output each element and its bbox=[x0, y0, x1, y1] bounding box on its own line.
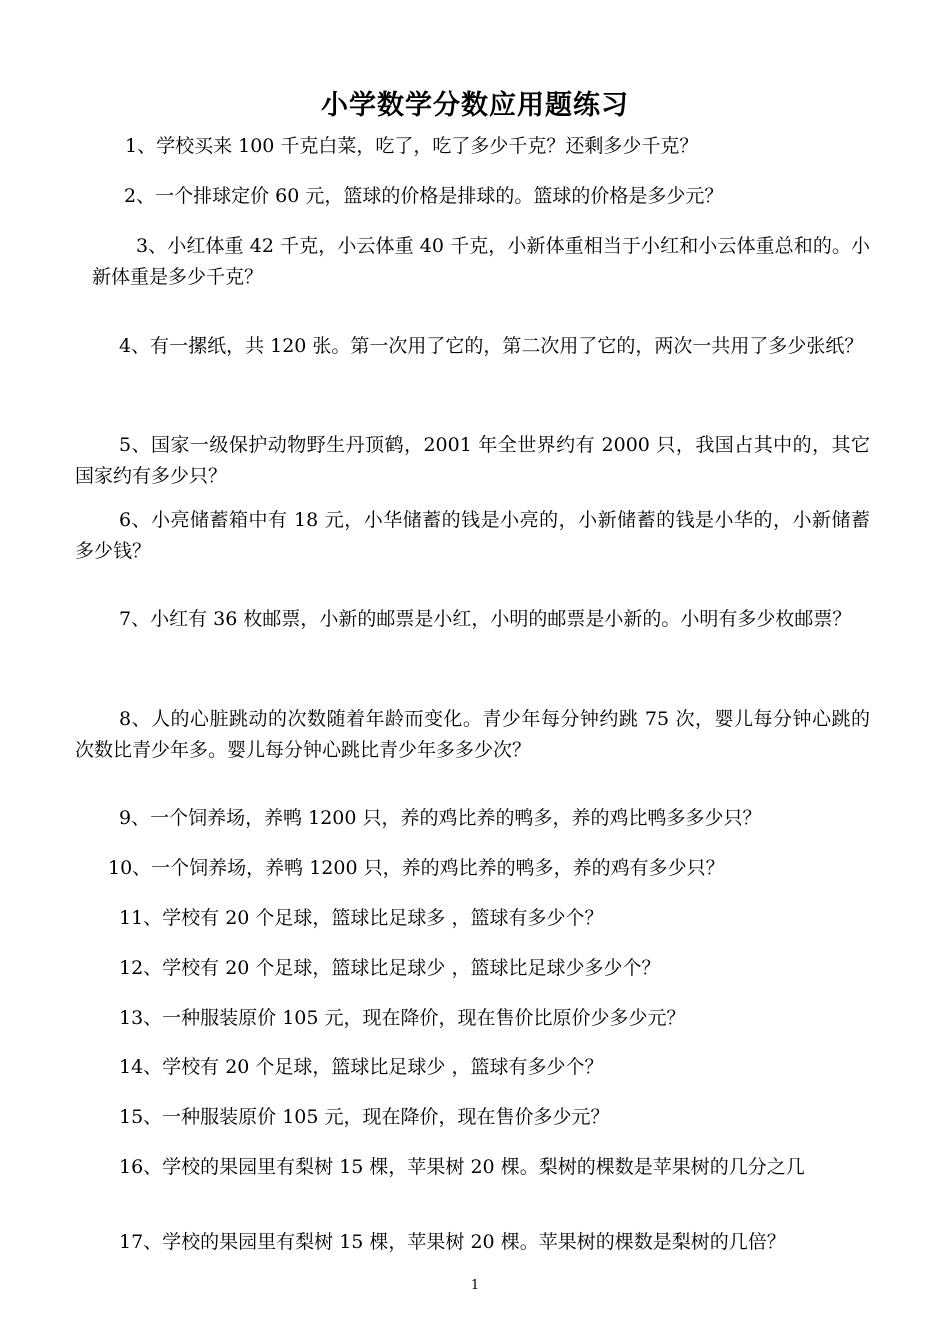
question-11: 11、学校有 20 个足球，篮球比足球多 ，篮球有多少个？ bbox=[119, 907, 604, 929]
question-3: 3、小红体重 42 千克，小云体重 40 千克，小新体重相当于小红和小云体重总和的。小新体重是多少千克？ bbox=[92, 235, 870, 288]
question-8: 8、人的心脏跳动的次数随着年龄而变化。青少年每分钟约跳 75 次，婴儿每分钟心跳的次数比青少年多。婴儿每分钟心跳比青少年多多少次？ bbox=[75, 708, 870, 761]
question-7: 7、小红有 36 枚邮票，小新的邮票是小红，小明的邮票是小新的。小明有多少枚邮票？ bbox=[119, 608, 852, 630]
question-17: 17、学校的果园里有梨树 15 棵，苹果树 20 棵。苹果树的棵数是梨树的几倍？ bbox=[119, 1231, 786, 1253]
question-1: 1、学校买来 100 千克白菜，吃了，吃了多少千克？还剩多少千克？ bbox=[125, 135, 699, 157]
page-title: 小学数学分数应用题练习 bbox=[321, 90, 629, 121]
question-9: 9、一个饲养场，养鸭 1200 只，养的鸡比养的鸭多，养的鸡比鸭多多少只？ bbox=[119, 807, 762, 829]
question-12: 12、学校有 20 个足球，篮球比足球少 ，篮球比足球少多少个？ bbox=[119, 957, 661, 979]
question-14: 14、学校有 20 个足球，篮球比足球少 ，篮球有多少个？ bbox=[119, 1056, 604, 1078]
question-10: 10、一个饲养场，养鸭 1200 只，养的鸡比养的鸭多，养的鸡有多少只？ bbox=[108, 857, 725, 879]
question-16: 16、学校的果园里有梨树 15 棵，苹果树 20 棵。梨树的棵数是苹果树的几分之几 bbox=[119, 1156, 805, 1178]
question-2: 2、一个排球定价 60 元，篮球的价格是排球的。篮球的价格是多少元？ bbox=[124, 185, 724, 207]
page-number: 1 bbox=[470, 1278, 480, 1293]
question-6: 6、小亮储蓄箱中有 18 元，小华储蓄的钱是小亮的，小新储蓄的钱是小华的，小新储蓄多少钱？ bbox=[75, 509, 870, 562]
question-4: 4、有一摞纸，共 120 张。第一次用了它的，第二次用了它的，两次一共用了多少张纸？ bbox=[119, 335, 864, 357]
question-15: 15、一种服装原价 105 元，现在降价，现在售价多少元？ bbox=[119, 1106, 610, 1128]
question-13: 13、一种服装原价 105 元，现在降价，现在售价比原价少多少元？ bbox=[119, 1007, 686, 1029]
question-5: 5、国家一级保护动物野生丹顶鹤，2001 年全世界约有 2000 只，我国占其中的，其它国家约有多少只？ bbox=[75, 434, 870, 487]
